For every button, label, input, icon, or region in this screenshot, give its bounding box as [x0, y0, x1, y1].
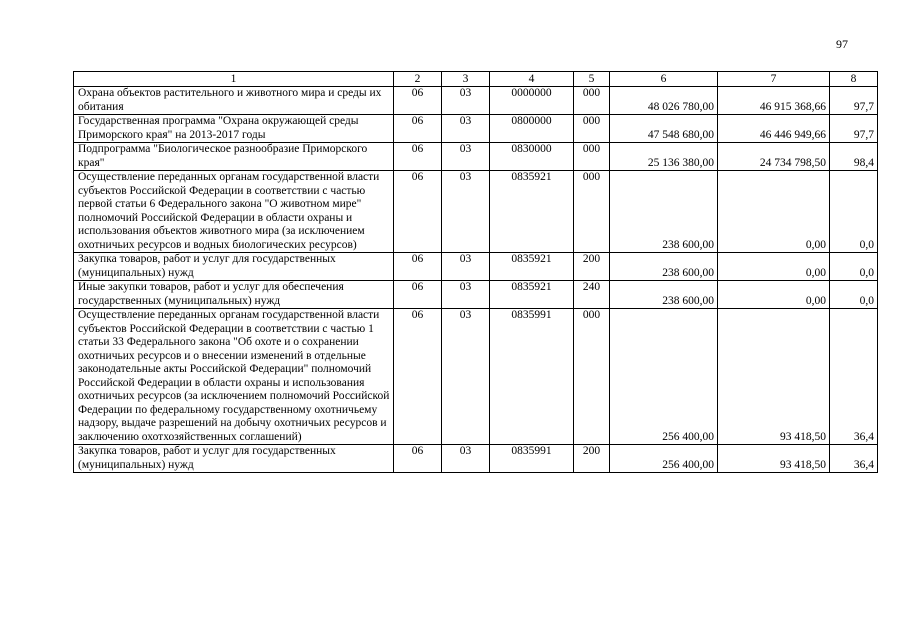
subsection-code: 03: [442, 143, 490, 171]
executed-amount: 0,00: [718, 253, 830, 281]
executed-amount: 93 418,50: [718, 309, 830, 445]
expense-type-code: 000: [574, 87, 610, 115]
expense-type-code: 200: [574, 445, 610, 473]
target-code: 0835991: [490, 309, 574, 445]
subsection-code: 03: [442, 87, 490, 115]
item-name: Иные закупки товаров, работ и услуг для обеспечения государственных (муниципальных) нужд: [74, 281, 394, 309]
subsection-code: 03: [442, 253, 490, 281]
section-code: 06: [394, 253, 442, 281]
header-cell-8: 8: [830, 72, 878, 87]
execution-percent: 0,0: [830, 281, 878, 309]
header-cell-4: 4: [490, 72, 574, 87]
target-code: 0800000: [490, 115, 574, 143]
item-name: Охрана объектов растительного и животного мира и среды их обитания: [74, 87, 394, 115]
target-code: 0000000: [490, 87, 574, 115]
execution-percent: 97,7: [830, 115, 878, 143]
table-row: [74, 281, 878, 309]
planned-amount: 256 400,00: [610, 309, 718, 445]
target-code: 0835921: [490, 253, 574, 281]
table-row: [74, 253, 878, 281]
section-code: 06: [394, 115, 442, 143]
executed-amount: 93 418,50: [718, 445, 830, 473]
expense-type-code: 000: [574, 115, 610, 143]
table-row: [74, 445, 878, 473]
table-row: [74, 115, 878, 143]
item-name: Закупка товаров, работ и услуг для государственных (муниципальных) нужд: [74, 445, 394, 473]
execution-percent: 36,4: [830, 445, 878, 473]
planned-amount: 25 136 380,00: [610, 143, 718, 171]
header-row: [74, 72, 878, 87]
execution-percent: 0,0: [830, 171, 878, 253]
table-row: [74, 143, 878, 171]
planned-amount: 238 600,00: [610, 171, 718, 253]
executed-amount: 46 915 368,66: [718, 87, 830, 115]
item-name: Осуществление переданных органам государственной власти субъектов Российской Федерации в соответствии с частью 1 статьи 33 Федерального закона "Об охоте и о сохранении охотничьих ресурсов и о внесении изменений в отдельные законодательные акты Российской Федерации" полномочий Российской Федерации в области охраны и использования охотничьих ресурсов (за исключением полномочий Российской Федерации по федеральному государственному охотничьему надзору, выдаче разрешений на добычу охотничьих ресурсов и заключению охотхозяйственных соглашений): [74, 309, 394, 445]
executed-amount: 0,00: [718, 171, 830, 253]
expense-type-code: 200: [574, 253, 610, 281]
planned-amount: 47 548 680,00: [610, 115, 718, 143]
table-row: [74, 171, 878, 253]
budget-table: [73, 71, 878, 473]
header-cell-7: 7: [718, 72, 830, 87]
header-cell-1: 1: [74, 72, 394, 87]
header-cell-2: 2: [394, 72, 442, 87]
subsection-code: 03: [442, 115, 490, 143]
section-code: 06: [394, 87, 442, 115]
subsection-code: 03: [442, 171, 490, 253]
target-code: 0835921: [490, 281, 574, 309]
item-name: Закупка товаров, работ и услуг для государственных (муниципальных) нужд: [74, 253, 394, 281]
page-number: 97: [836, 37, 848, 51]
header-cell-6: 6: [610, 72, 718, 87]
execution-percent: 98,4: [830, 143, 878, 171]
planned-amount: 238 600,00: [610, 253, 718, 281]
execution-percent: 97,7: [830, 87, 878, 115]
subsection-code: 03: [442, 309, 490, 445]
section-code: 06: [394, 281, 442, 309]
header-cell-5: 5: [574, 72, 610, 87]
expense-type-code: 000: [574, 309, 610, 445]
section-code: 06: [394, 309, 442, 445]
execution-percent: 0,0: [830, 253, 878, 281]
header-cell-3: 3: [442, 72, 490, 87]
target-code: 0835991: [490, 445, 574, 473]
target-code: 0830000: [490, 143, 574, 171]
execution-percent: 36,4: [830, 309, 878, 445]
target-code: 0835921: [490, 171, 574, 253]
executed-amount: 46 446 949,66: [718, 115, 830, 143]
item-name: Государственная программа "Охрана окружающей среды Приморского края" на 2013-2017 годы: [74, 115, 394, 143]
section-code: 06: [394, 143, 442, 171]
planned-amount: 256 400,00: [610, 445, 718, 473]
item-name: Осуществление переданных органам государственной власти субъектов Российской Федерации в соответствии с частью первой статьи 6 Федерального закона "О животном мире" полномочий Российской Федерации в области охраны и использования объектов животного мира (за исключением охотничьих ресурсов и водных биологических ресурсов): [74, 171, 394, 253]
planned-amount: 48 026 780,00: [610, 87, 718, 115]
expense-type-code: 000: [574, 143, 610, 171]
section-code: 06: [394, 171, 442, 253]
section-code: 06: [394, 445, 442, 473]
item-name: Подпрограмма "Биологическое разнообразие Приморского края": [74, 143, 394, 171]
expense-type-code: 240: [574, 281, 610, 309]
planned-amount: 238 600,00: [610, 281, 718, 309]
executed-amount: 24 734 798,50: [718, 143, 830, 171]
subsection-code: 03: [442, 445, 490, 473]
table-row: [74, 87, 878, 115]
executed-amount: 0,00: [718, 281, 830, 309]
table-row: [74, 309, 878, 445]
subsection-code: 03: [442, 281, 490, 309]
expense-type-code: 000: [574, 171, 610, 253]
